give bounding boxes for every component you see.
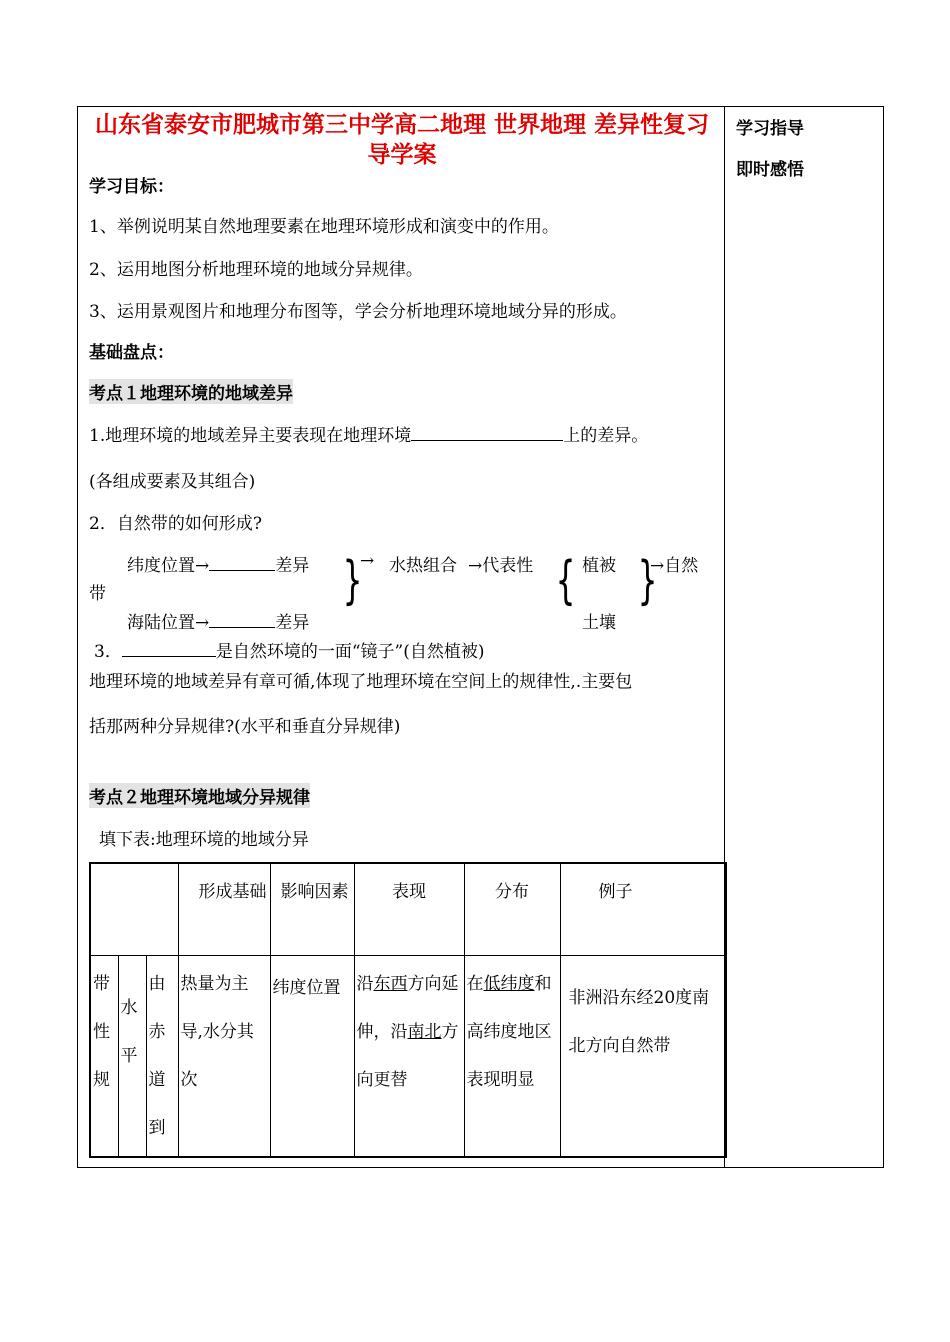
row-example-cell: 非洲沿东经20度南北方向自然带: [560, 955, 726, 1157]
question-3-prefix: 3．: [94, 642, 122, 662]
flow-diff-label: 差异: [275, 556, 310, 576]
row-dist-cell: [464, 955, 560, 1157]
flow-soil: 土壤: [582, 613, 616, 633]
question-3: [94, 637, 484, 662]
header-show: 表现: [354, 863, 464, 955]
fill-blank[interactable]: [411, 422, 563, 441]
row-show-cell: [354, 955, 464, 1157]
left-brace-icon: {: [555, 551, 576, 611]
header-example: 例子: [560, 863, 726, 955]
show-text: 方向更替: [356, 1021, 459, 1090]
side-label-feeling: 即时感悟: [736, 160, 804, 180]
question-1-prefix: 1.地理环境的地域差异主要表现在地理环境: [89, 426, 412, 446]
flow-sea-label: 海陆位置→: [127, 613, 210, 633]
flow-latitude-label: 纬度位置→: [127, 556, 210, 576]
dist-text: 和: [534, 973, 552, 994]
show-answer-east-west: 东西: [373, 973, 408, 994]
goal-item: 3、运用景观图片和地理分布图等，学会分析地理环境地域分异的形成。: [89, 302, 627, 322]
row-horizontal-cell: 水平: [118, 955, 146, 1157]
show-text: 方向延伸，沿: [356, 973, 459, 1042]
header-empty-cell: [90, 863, 178, 955]
right-brace-icon: }: [342, 551, 363, 611]
fill-blank[interactable]: [122, 638, 216, 657]
table-row: [90, 955, 726, 1157]
dist-text: 高纬度地区表现明显: [466, 1021, 552, 1090]
header-factor: [270, 863, 354, 955]
flow-representative: →代表性: [468, 556, 534, 576]
question-3-suffix: 是自然环境的一面“镜子”(自然植被): [215, 642, 485, 662]
flow-vegetation: 植被: [582, 556, 616, 576]
flow-natural: →自然: [650, 556, 699, 576]
flow-diff-label: 差异: [275, 613, 310, 633]
paragraph-line: 地理环境的地域差异有章可循,体现了地理环境在空间上的规律性,.主要包: [89, 672, 633, 692]
table-caption: 填下表:地理环境的地域分异: [99, 830, 309, 850]
point2-heading: 考点２地理环境地域分异规律: [89, 783, 310, 808]
fill-blank[interactable]: [209, 552, 275, 571]
show-answer-north-south: 南北: [407, 1021, 442, 1042]
question-2: 2．自然带的如何形成?: [89, 514, 262, 534]
row-from-equator-cell: 由赤道到: [146, 955, 178, 1157]
row-basis-cell: 热量为主导,水分其次: [178, 955, 270, 1157]
answer-1: (各组成要素及其组合): [89, 472, 256, 492]
header-basis-text: 形成基础: [198, 882, 267, 902]
dist-text: 在: [466, 973, 484, 994]
question-1: [89, 421, 648, 446]
table-header-row: [90, 863, 726, 955]
document-title: 山东省泰安市肥城市第三中学高二地理 世界地理 差异性复习导学案: [94, 112, 709, 168]
goal-item: 2、运用地图分析地理环境的地域分异规律。: [89, 260, 423, 280]
show-text: 沿: [356, 973, 374, 994]
goals-heading: 学习目标：: [89, 177, 174, 197]
flow-latitude: [127, 551, 309, 576]
header-factor-text: 影响因素: [280, 882, 349, 902]
header-basis: [178, 863, 270, 955]
question-1-suffix: 上的差异。: [563, 426, 649, 446]
right-brace-icon: }: [637, 551, 658, 611]
goal-item: 1、举例说明某自然地理要素在地理环境形成和演变中的作用。: [89, 217, 559, 237]
flow-arrow: →: [360, 551, 375, 571]
basics-heading: 基础盘点：: [89, 343, 174, 363]
regional-differentiation-table: [89, 862, 727, 1158]
flow-sea-land: [127, 608, 309, 633]
point1-heading: 考点１地理环境的地域差异: [89, 379, 293, 404]
flow-water-heat: 水热组合: [389, 556, 457, 576]
side-label-guide: 学习指导: [736, 119, 804, 139]
row-zonal-cell: 带性规: [90, 955, 118, 1157]
row-factor-cell: 纬度位置: [270, 955, 354, 1157]
header-dist: 分布: [464, 863, 560, 955]
dist-answer-low-latitude: 低纬度: [483, 973, 535, 994]
flow-belt: 带: [89, 584, 106, 604]
paragraph-line: 括那两种分异规律?(水平和垂直分异规律): [89, 717, 401, 737]
fill-blank[interactable]: [209, 609, 275, 628]
